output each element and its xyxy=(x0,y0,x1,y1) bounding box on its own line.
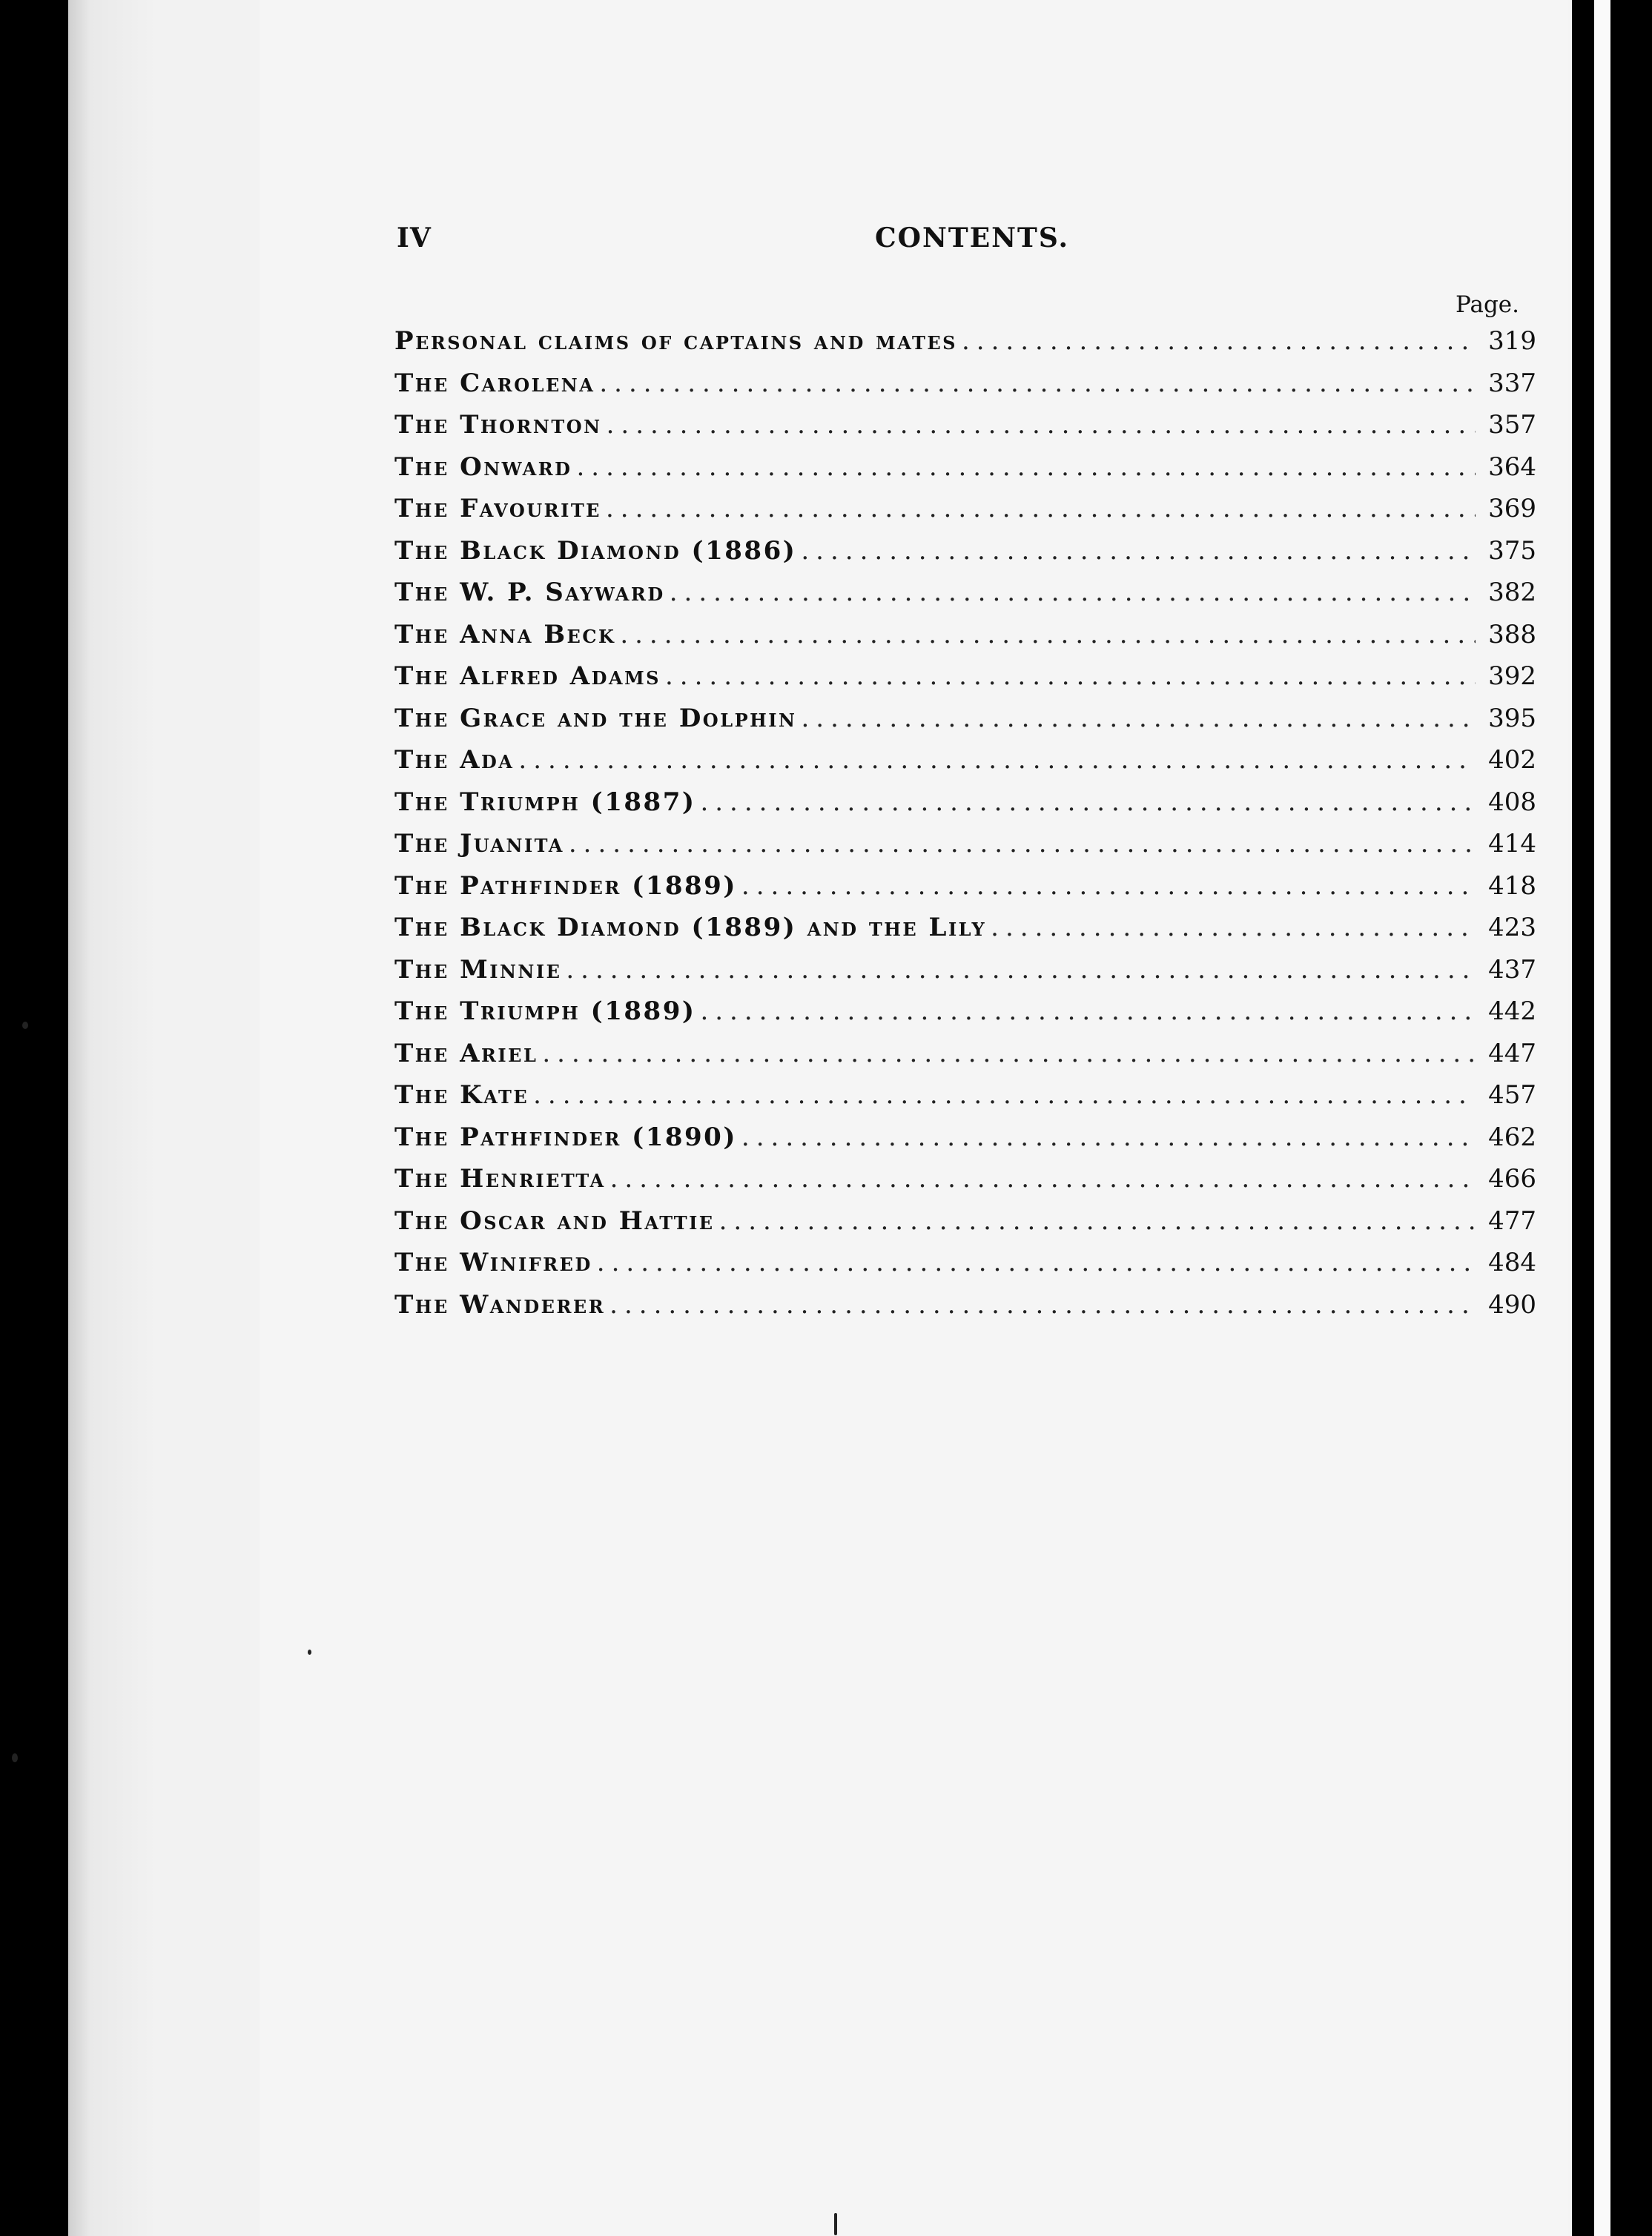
toc-entry xyxy=(394,1164,1536,1206)
scan-speck xyxy=(22,1022,28,1029)
scan-speck xyxy=(12,1753,18,1762)
toc-entry-page-number: 364 xyxy=(1488,452,1536,482)
toc-entry-page-number: 337 xyxy=(1488,368,1536,398)
dot-leader xyxy=(533,1080,1476,1110)
toc-entry-title: The Thornton xyxy=(394,410,602,440)
toc-entry-title: The Wanderer xyxy=(394,1289,606,1320)
toc-entry-title: The Ada xyxy=(394,745,515,775)
dot-leader xyxy=(801,536,1476,566)
toc-entry-page-number: 388 xyxy=(1488,619,1536,649)
toc-entry xyxy=(394,1290,1536,1332)
dot-leader xyxy=(620,620,1476,649)
dot-leader xyxy=(700,996,1476,1026)
page-column-label: Page. xyxy=(1456,291,1519,318)
toc-entry-page-number: 392 xyxy=(1488,661,1536,691)
toc-entry xyxy=(394,326,1536,368)
toc-entry-title: The Oscar and Hattie xyxy=(394,1205,715,1236)
toc-entry-page-number: 319 xyxy=(1488,326,1536,356)
toc-entry-title: The Black Diamond (1886) xyxy=(394,535,797,566)
toc-entry-title: The Pathfinder (1889) xyxy=(394,870,737,901)
toc-entry-page-number: 408 xyxy=(1488,787,1536,817)
toc-entry-page-number: 423 xyxy=(1488,913,1536,942)
toc-entry-page-number: 457 xyxy=(1488,1080,1536,1110)
dot-leader xyxy=(606,494,1476,523)
dot-leader xyxy=(607,410,1476,440)
toc-entry-title: The Pathfinder (1890) xyxy=(394,1122,737,1152)
dot-leader xyxy=(609,1290,1476,1320)
toc-entry-title: The Kate xyxy=(394,1080,529,1110)
toc-entry-page-number: 369 xyxy=(1488,494,1536,523)
page-number: IV xyxy=(397,222,432,254)
toc-entry-title: The Carolena xyxy=(394,368,595,398)
toc-entry-page-number: 375 xyxy=(1488,535,1536,566)
toc-entry-page-number: 402 xyxy=(1488,745,1536,775)
toc-entry xyxy=(394,1248,1536,1290)
binding-shadow xyxy=(1572,0,1652,2236)
dot-leader xyxy=(801,704,1476,733)
dot-leader xyxy=(741,871,1476,901)
toc-entry-page-number: 395 xyxy=(1488,703,1536,733)
toc-entry-page-number: 437 xyxy=(1488,954,1536,985)
toc-entry xyxy=(394,452,1536,494)
toc-entry-page-number: 414 xyxy=(1488,829,1536,859)
toc-entry xyxy=(394,494,1536,536)
toc-entry xyxy=(394,871,1536,913)
toc-entry xyxy=(394,955,1536,997)
dot-leader xyxy=(542,1039,1476,1068)
toc-entry xyxy=(394,1039,1536,1081)
toc-entry-title: The Grace and the Dolphin xyxy=(394,703,797,733)
dot-leader xyxy=(991,913,1476,942)
toc-entry-page-number: 382 xyxy=(1488,578,1536,607)
dot-leader xyxy=(576,452,1476,482)
toc-entry-title: The Juanita xyxy=(394,829,564,859)
toc-entry-title: The Onward xyxy=(394,452,572,482)
toc-entry xyxy=(394,1206,1536,1248)
toc-entry-title: The Winifred xyxy=(394,1248,592,1277)
toc-entry xyxy=(394,829,1536,871)
dot-leader xyxy=(719,1206,1476,1236)
toc-entry-page-number: 462 xyxy=(1488,1122,1536,1152)
scan-speck xyxy=(308,1650,311,1655)
toc-entry-page-number: 466 xyxy=(1488,1164,1536,1194)
toc-entry xyxy=(394,368,1536,411)
dot-leader xyxy=(610,1164,1476,1194)
table-of-contents xyxy=(394,326,1536,1332)
toc-entry-title: The W. P. Sayward xyxy=(394,578,665,607)
toc-entry-title: The Black Diamond (1889) and the Lily xyxy=(394,913,987,942)
dot-leader xyxy=(518,745,1476,775)
dot-leader xyxy=(599,368,1476,398)
toc-entry-title: The Triumph (1887) xyxy=(394,787,696,817)
toc-entry-page-number: 357 xyxy=(1488,410,1536,440)
toc-entry-page-number: 477 xyxy=(1488,1205,1536,1236)
toc-entry xyxy=(394,1122,1536,1165)
toc-entry-title: Personal claims of captains and mates xyxy=(394,326,957,356)
toc-entry xyxy=(394,704,1536,746)
toc-entry-page-number: 447 xyxy=(1488,1038,1536,1068)
running-title: CONTENTS. xyxy=(875,222,1070,254)
toc-entry xyxy=(394,996,1536,1039)
dot-leader xyxy=(670,578,1476,607)
scan-speck xyxy=(834,2213,837,2235)
dot-leader xyxy=(566,955,1476,985)
toc-entry xyxy=(394,913,1536,955)
toc-entry xyxy=(394,410,1536,452)
toc-entry-title: The Triumph (1889) xyxy=(394,996,696,1026)
toc-entry-title: The Favourite xyxy=(394,494,601,523)
dot-leader xyxy=(569,829,1476,859)
toc-entry-page-number: 418 xyxy=(1488,870,1536,901)
dot-leader xyxy=(962,326,1476,356)
toc-entry-title: The Ariel xyxy=(394,1038,538,1068)
toc-entry-page-number: 484 xyxy=(1488,1248,1536,1277)
dot-leader xyxy=(665,661,1476,691)
toc-entry xyxy=(394,578,1536,620)
toc-entry xyxy=(394,536,1536,578)
toc-entry-title: The Henrietta xyxy=(394,1164,606,1194)
toc-entry xyxy=(394,620,1536,662)
toc-entry-page-number: 490 xyxy=(1488,1289,1536,1320)
next-page-edge xyxy=(1594,0,1610,2236)
toc-entry xyxy=(394,1080,1536,1122)
dot-leader xyxy=(597,1248,1476,1277)
toc-entry-title: The Anna Beck xyxy=(394,619,616,649)
dot-leader xyxy=(700,787,1476,817)
toc-entry xyxy=(394,661,1536,704)
dot-leader xyxy=(741,1122,1476,1152)
toc-entry-page-number: 442 xyxy=(1488,996,1536,1026)
toc-entry xyxy=(394,745,1536,787)
toc-entry-title: The Alfred Adams xyxy=(394,661,661,691)
toc-entry xyxy=(394,787,1536,830)
toc-entry-title: The Minnie xyxy=(394,954,562,985)
